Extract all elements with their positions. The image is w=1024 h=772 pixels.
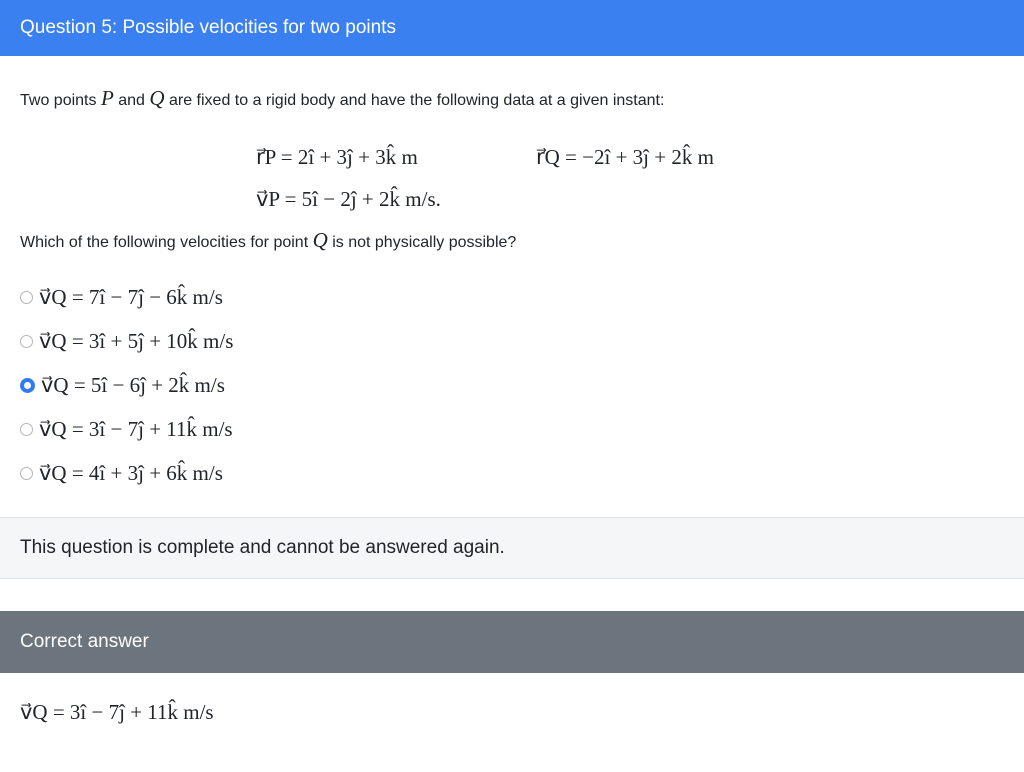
option-label: v⃗Q = 7î − 7ĵ − 6k̂ m/s	[39, 284, 223, 309]
equation-rP: r⃗P = 2î + 3ĵ + 3k̂ m	[256, 144, 418, 169]
equation-vP: v⃗P = 5î − 2ĵ + 2k̂ m/s.	[256, 186, 441, 211]
option-2[interactable]	[20, 319, 233, 363]
question-prompt: Which of the following velocities for point Q is not physically possible?	[20, 228, 517, 252]
radio-button[interactable]	[20, 291, 33, 304]
option-1[interactable]	[20, 275, 233, 319]
status-message: This question is complete and cannot be answered again.	[0, 517, 1024, 579]
question-title: Question 5: Possible velocities for two points	[20, 17, 396, 38]
intro-text: Two points P and Q are fixed to a rigid body and have the following data at a given instant:	[20, 86, 665, 110]
option-4[interactable]	[20, 407, 233, 451]
option-3[interactable]	[20, 363, 233, 407]
option-label: v⃗Q = 4î + 3ĵ + 6k̂ m/s	[39, 460, 223, 485]
given-equations	[256, 136, 776, 220]
option-label: v⃗Q = 5î − 6ĵ + 2k̂ m/s	[41, 372, 225, 397]
correct-answer-header	[0, 611, 1024, 673]
radio-button[interactable]	[20, 423, 33, 436]
answer-options	[20, 275, 233, 495]
radio-button-checked[interactable]	[20, 378, 35, 393]
radio-button[interactable]	[20, 335, 33, 348]
option-5[interactable]	[20, 451, 233, 495]
option-label: v⃗Q = 3î − 7ĵ + 11k̂ m/s	[39, 416, 233, 441]
correct-answer-value: v⃗Q = 3î − 7ĵ + 11k̂ m/s	[20, 700, 214, 724]
equation-rQ: r⃗Q = −2î + 3ĵ + 2k̂ m	[536, 144, 714, 169]
question-header	[0, 0, 1024, 56]
correct-answer-title: Correct answer	[20, 631, 149, 652]
radio-button[interactable]	[20, 467, 33, 480]
option-label: v⃗Q = 3î + 5ĵ + 10k̂ m/s	[39, 328, 234, 353]
